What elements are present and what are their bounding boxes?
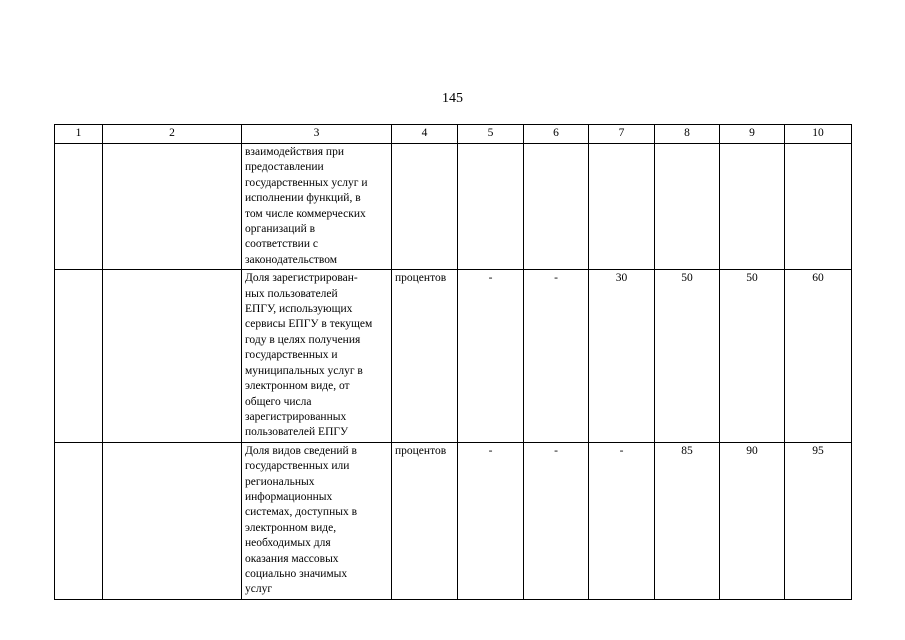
row-number-cell xyxy=(55,442,103,599)
header-col-7: 7 xyxy=(589,125,655,144)
value-cell-10 xyxy=(785,144,852,270)
header-col-4: 4 xyxy=(392,125,458,144)
value-cell-5: - xyxy=(458,270,524,442)
unit-cell xyxy=(392,144,458,270)
value-cell-7: - xyxy=(589,442,655,599)
value-cell-5 xyxy=(458,144,524,270)
value-cell-7: 30 xyxy=(589,270,655,442)
indicator-cell: Доля зарегистрирован- ных пользователей ЕПГУ, использующих сервисы ЕПГУ в текущем году в целях получения государственных и муниципальных услуг в электронном виде, от общего числа зарегистрированных пользователей ЕПГУ xyxy=(242,270,392,442)
header-col-2: 2 xyxy=(103,125,242,144)
indicator-cell: взаимодействия при предоставлении государственных услуг и исполнении функций, в том числе коммерческих организаций в соответствии с законодательством xyxy=(242,144,392,270)
row-name-cell xyxy=(103,270,242,442)
row-number-cell xyxy=(55,144,103,270)
indicators-table xyxy=(54,124,852,600)
value-cell-10: 95 xyxy=(785,442,852,599)
indicator-cell: Доля видов сведений в государственных или региональных информационных системах, доступных в электронном виде, необходимых для оказания массовых социально значимых услуг xyxy=(242,442,392,599)
header-col-8: 8 xyxy=(655,125,720,144)
value-cell-9: 90 xyxy=(720,442,785,599)
page-number: 145 xyxy=(442,91,463,106)
value-cell-9 xyxy=(720,144,785,270)
value-cell-6 xyxy=(524,144,589,270)
value-cell-8 xyxy=(655,144,720,270)
header-col-5: 5 xyxy=(458,125,524,144)
header-col-1: 1 xyxy=(55,125,103,144)
value-cell-8: 85 xyxy=(655,442,720,599)
unit-cell: процентов xyxy=(392,270,458,442)
table-row xyxy=(55,442,852,599)
unit-cell: процентов xyxy=(392,442,458,599)
header-col-6: 6 xyxy=(524,125,589,144)
header-col-9: 9 xyxy=(720,125,785,144)
row-number-cell xyxy=(55,270,103,442)
table-row xyxy=(55,144,852,270)
value-cell-7 xyxy=(589,144,655,270)
header-col-10: 10 xyxy=(785,125,852,144)
value-cell-10: 60 xyxy=(785,270,852,442)
value-cell-6: - xyxy=(524,442,589,599)
value-cell-8: 50 xyxy=(655,270,720,442)
value-cell-9: 50 xyxy=(720,270,785,442)
value-cell-5: - xyxy=(458,442,524,599)
header-col-3: 3 xyxy=(242,125,392,144)
value-cell-6: - xyxy=(524,270,589,442)
row-name-cell xyxy=(103,442,242,599)
table-row xyxy=(55,270,852,442)
table-header-row xyxy=(55,125,852,144)
row-name-cell xyxy=(103,144,242,270)
